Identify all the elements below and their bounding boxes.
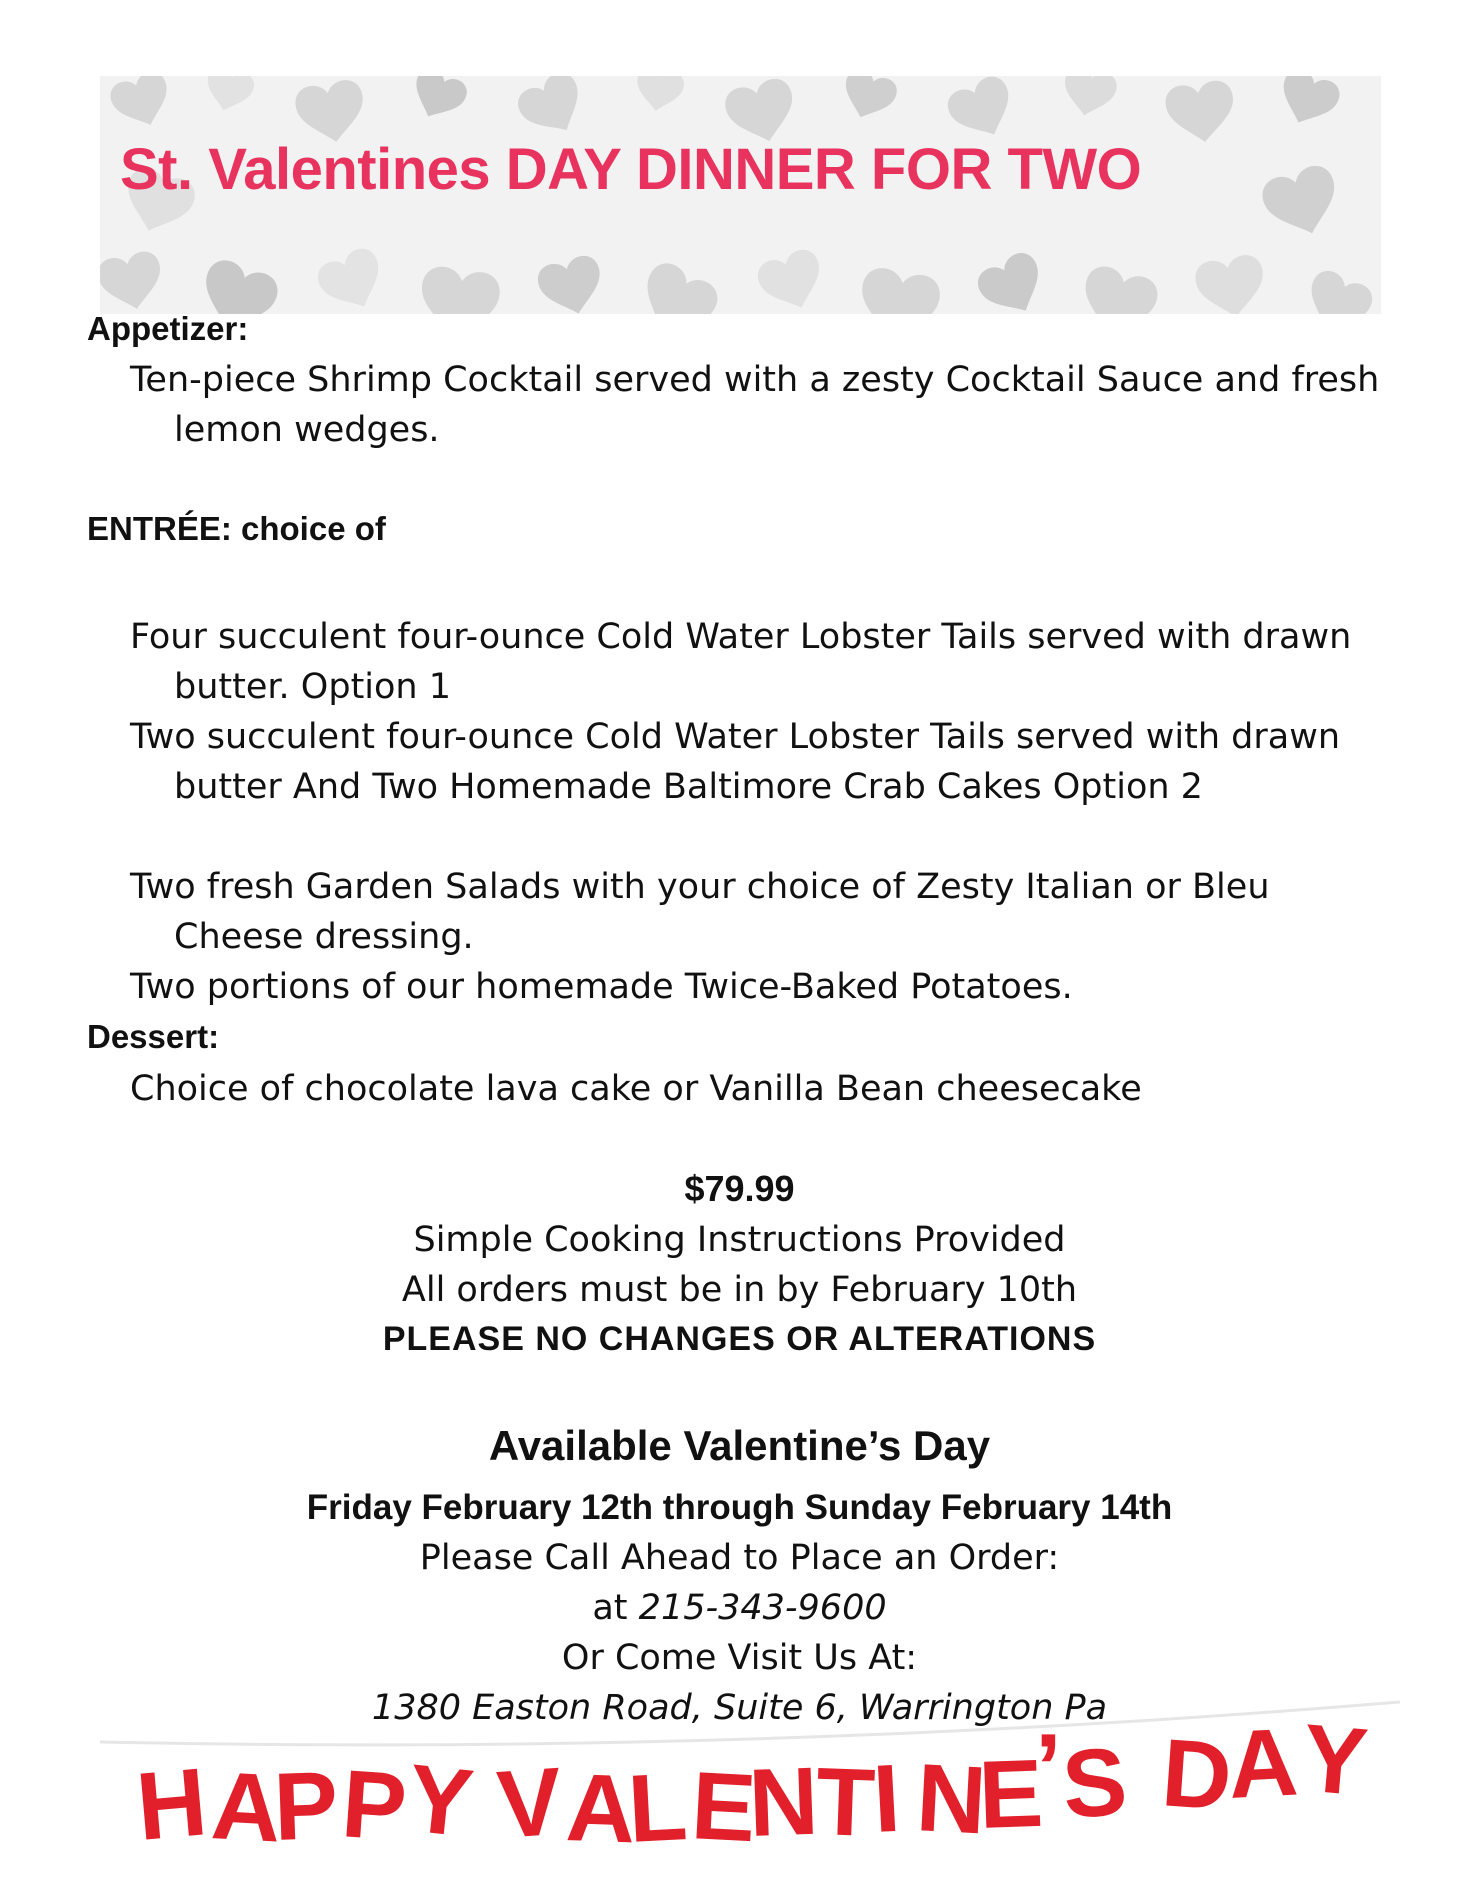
page-title: St. Valentines DAY DINNER FOR TWO (120, 137, 1142, 202)
garland-letter: A (564, 1754, 638, 1864)
call-ahead-text: Please Call Ahead to Place an Order: (419, 1538, 1060, 1578)
garland-letter: ’ (1035, 1714, 1062, 1821)
garland-letter: L (625, 1753, 690, 1863)
garland-letter: N (746, 1747, 821, 1857)
entree-potatoes: Two portions of our homemade Twice-Baked Potatoes. (130, 967, 1073, 1007)
entree-salads: Two fresh Garden Salads with your choice of Zesty Italian or Bleu Cheese dressing. (130, 867, 1270, 957)
availability-dates: Friday February 12th through Sunday February 14th (306, 1488, 1173, 1527)
garland-letter: H (132, 1748, 211, 1861)
no-changes-notice: PLEASE NO CHANGES OR ALTERATIONS (382, 1320, 1097, 1358)
entree-heading: ENTRÉE: choice of (87, 510, 386, 547)
garland-letter: P (338, 1750, 410, 1862)
visit-text: Or Come Visit Us At: (561, 1638, 918, 1678)
garland-letter: S (1059, 1727, 1131, 1839)
garland-letter: P (271, 1751, 340, 1861)
garland-letter: E (976, 1739, 1045, 1849)
garland-letter: V (494, 1747, 566, 1859)
availability-heading: Available Valentine’s Day (488, 1422, 991, 1469)
happy-valentines-garland (100, 1690, 1400, 1890)
dessert-heading: Dessert: (87, 1018, 220, 1055)
phone-number: 215-343-9600 (638, 1588, 887, 1628)
garland-letter: T (814, 1748, 877, 1858)
garland-letters (133, 1704, 1372, 1863)
order-deadline: All orders must be in by February 10th (401, 1270, 1078, 1310)
garland-letter: Y (402, 1744, 478, 1858)
cooking-instructions: Simple Cooking Instructions Provided (413, 1220, 1066, 1260)
garland-letter: D (1158, 1719, 1236, 1831)
garland-letter: A (208, 1752, 284, 1863)
appetizer-heading: Appetizer: (87, 310, 249, 347)
phone-prefix: at (592, 1588, 628, 1628)
header-banner (100, 76, 1381, 314)
garland-letter: Y (1298, 1704, 1372, 1817)
phone-line (0, 1588, 1479, 1628)
garland-letter: A (1225, 1708, 1301, 1819)
garland-letter: I (870, 1744, 903, 1853)
entree-option-2: Two succulent four-ounce Cold Water Lobster Tails served with drawn butter And Two Homemade Baltimore Crab Cakes Option 2 (130, 717, 1341, 807)
garland-letter: N (913, 1744, 989, 1855)
address: 1380 Easton Road, Suite 6, Warrington Pa (371, 1688, 1108, 1728)
entree-option-1: Four succulent four-ounce Cold Water Lobster Tails served with drawn butter. Option 1 (130, 617, 1352, 707)
appetizer-description: Ten-piece Shrimp Cocktail served with a zesty Cocktail Sauce and fresh lemon wedges. (130, 360, 1380, 450)
price: $79.99 (684, 1168, 795, 1209)
garland-letter: E (688, 1752, 759, 1863)
dessert-description: Choice of chocolate lava cake or Vanilla Bean cheesecake (130, 1069, 1142, 1109)
